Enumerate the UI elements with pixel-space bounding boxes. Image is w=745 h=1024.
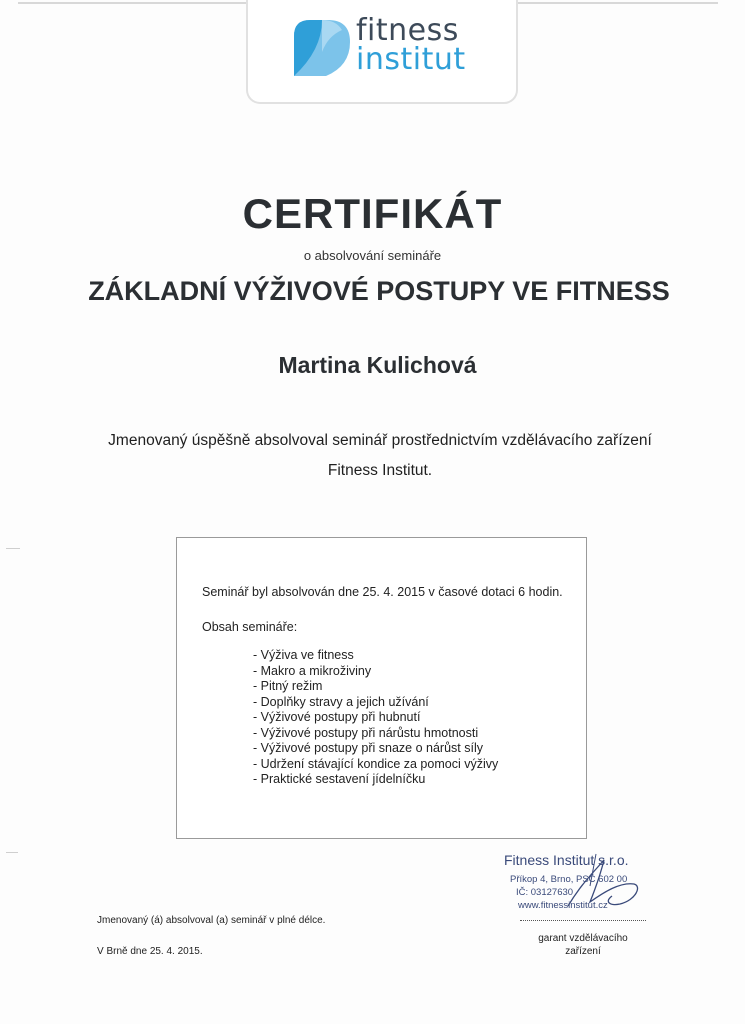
fitness-institut-logo-icon <box>288 16 358 82</box>
topic-item: - Makro a mikroživiny <box>253 664 498 680</box>
logo-wordmark <box>356 13 466 77</box>
place-date: V Brně dne 25. 4. 2015. <box>97 946 203 957</box>
topic-item: - Výživové postupy při nárůstu hmotnosti <box>253 726 498 742</box>
completion-date-text: Seminář byl absolvován dne 25. 4. 2015 v časové dotaci 6 hodin. <box>202 585 563 599</box>
topic-item: - Doplňky stravy a jejich užívání <box>253 695 498 711</box>
certificate-title: CERTIFIKÁT <box>242 190 503 237</box>
certificate-subtitle: o absolvování semináře <box>303 248 442 263</box>
seminar-details-box <box>176 537 587 839</box>
statement-line: Jmenovaný úspěšně absolvoval seminář prostřednictvím vzdělávacího zařízení <box>108 432 652 449</box>
guarantor-label <box>528 932 638 958</box>
content-heading: Obsah semináře: <box>202 620 298 634</box>
topic-item: - Výživové postupy při snaze o nárůst síly <box>253 741 498 757</box>
full-attendance-note: Jmenovaný (á) absolvoval (a) seminář v plné délce. <box>97 915 326 926</box>
topic-item: - Udržení stávající kondice za pomoci výživy <box>253 757 498 773</box>
course-name: ZÁKLADNÍ VÝŽIVOVÉ POSTUPY VE FITNESS <box>88 276 670 306</box>
signature-icon <box>560 846 650 916</box>
stamp-web: www.fitnessinstitut.cz <box>518 900 608 911</box>
recipient-name: Martina Kulichová <box>278 352 477 378</box>
stamp-ico: IČ: 03127630 <box>516 887 574 898</box>
fold-mark <box>6 548 20 549</box>
logo-tab <box>246 0 518 104</box>
guarantor-line: garant vzdělávacího <box>538 933 628 944</box>
stamp-address: Příkop 4, Brno, PSČ 602 00 <box>510 874 628 885</box>
logo-line-institut: institut <box>356 42 466 77</box>
fold-mark <box>6 852 18 853</box>
topic-item: - Praktické sestavení jídelníčku <box>253 772 498 788</box>
stamp-company: Fitness Institut s.r.o. <box>504 852 629 868</box>
statement-line: Fitness Institut. <box>327 462 433 479</box>
guarantor-line: zařízení <box>565 946 601 957</box>
completion-statement <box>0 426 745 486</box>
topic-list <box>253 648 498 788</box>
signature-line <box>520 920 646 921</box>
topic-item: - Výživové postupy při hubnutí <box>253 710 498 726</box>
topic-item: - Výživa ve fitness <box>253 648 498 664</box>
topic-item: - Pitný režim <box>253 679 498 695</box>
logo-line-fitness: fitness <box>356 13 459 48</box>
